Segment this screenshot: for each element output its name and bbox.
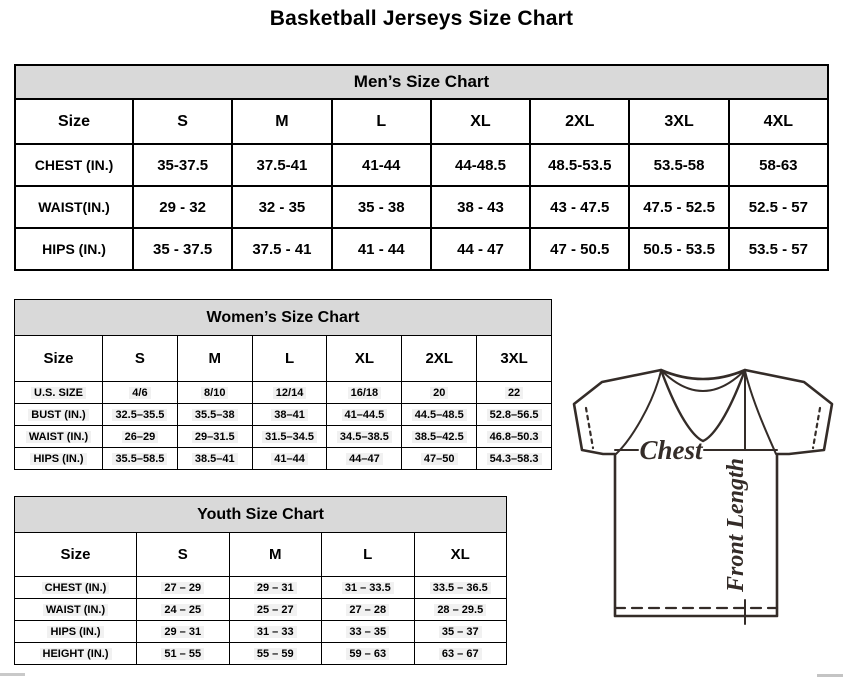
- cell: 35 - 37.5: [133, 228, 232, 270]
- cell: 53.5 - 57: [729, 228, 828, 270]
- cell: 55 – 59: [229, 643, 322, 665]
- cell: 38.5–41: [177, 448, 252, 470]
- cell: 63 – 67: [414, 643, 507, 665]
- cell: 29–31.5: [177, 426, 252, 448]
- cell: 8/10: [177, 382, 252, 404]
- cell: 29 – 31: [137, 621, 230, 643]
- chest-label: Chest: [639, 435, 703, 465]
- section-title: Women’s Size Chart: [15, 300, 552, 336]
- cell: 44-48.5: [431, 144, 530, 186]
- cell: 41 - 44: [332, 228, 431, 270]
- scrollbar-fragment-left: [0, 673, 25, 676]
- row-label: WAIST (IN.): [15, 426, 103, 448]
- row-label: CHEST (IN.): [15, 577, 137, 599]
- cell: 47 - 50.5: [530, 228, 629, 270]
- cell: 4/6: [103, 382, 178, 404]
- cell: 32.5–35.5: [103, 404, 178, 426]
- cell: 31 – 33.5: [322, 577, 415, 599]
- cell: 52.8–56.5: [477, 404, 552, 426]
- column-header: S: [133, 99, 232, 144]
- cell: 34.5–38.5: [327, 426, 402, 448]
- column-header: 3XL: [629, 99, 728, 144]
- cell: 22: [477, 382, 552, 404]
- cell: 52.5 - 57: [729, 186, 828, 228]
- cell: 27 – 29: [137, 577, 230, 599]
- cell: 47–50: [402, 448, 477, 470]
- table-row: [15, 228, 828, 270]
- cell: 44 - 47: [431, 228, 530, 270]
- cell: 44–47: [327, 448, 402, 470]
- column-header: XL: [327, 336, 402, 382]
- column-header: 4XL: [729, 99, 828, 144]
- row-label: WAIST (IN.): [15, 599, 137, 621]
- cell: 28 – 29.5: [414, 599, 507, 621]
- jersey-measurement-diagram: [556, 362, 842, 676]
- section-band-row: [15, 300, 552, 336]
- column-header: 2XL: [402, 336, 477, 382]
- cell: 37.5-41: [232, 144, 331, 186]
- cell: 51 – 55: [137, 643, 230, 665]
- row-label: CHEST (IN.): [15, 144, 133, 186]
- womens-size-table: [14, 299, 552, 470]
- cell: 38 - 43: [431, 186, 530, 228]
- section-title: Youth Size Chart: [15, 497, 507, 533]
- row-label: HEIGHT (IN.): [15, 643, 137, 665]
- cell: 32 - 35: [232, 186, 331, 228]
- cell: 37.5 - 41: [232, 228, 331, 270]
- cell: 35 – 37: [414, 621, 507, 643]
- scrollbar-fragment-right: [817, 674, 843, 677]
- cell: 46.8–50.3: [477, 426, 552, 448]
- table-row: [15, 144, 828, 186]
- column-header: Size: [15, 336, 103, 382]
- cell: 41–44.5: [327, 404, 402, 426]
- column-header: M: [229, 533, 322, 577]
- cell: 47.5 - 52.5: [629, 186, 728, 228]
- column-header: S: [137, 533, 230, 577]
- cell: 27 – 28: [322, 599, 415, 621]
- row-label: HIPS (IN.): [15, 448, 103, 470]
- cell: 43 - 47.5: [530, 186, 629, 228]
- cell: 29 - 32: [133, 186, 232, 228]
- youth-size-table: [14, 496, 507, 665]
- column-header: XL: [431, 99, 530, 144]
- cell: 54.3–58.3: [477, 448, 552, 470]
- row-label: HIPS (IN.): [15, 621, 137, 643]
- mens-size-table: [14, 64, 829, 271]
- cell: 25 – 27: [229, 599, 322, 621]
- section-band-row: [15, 497, 507, 533]
- cell: 58-63: [729, 144, 828, 186]
- table-row: [15, 382, 552, 404]
- cell: 35.5–38: [177, 404, 252, 426]
- cell: 50.5 - 53.5: [629, 228, 728, 270]
- cell: 59 – 63: [322, 643, 415, 665]
- column-header: 2XL: [530, 99, 629, 144]
- column-header: M: [232, 99, 331, 144]
- cell: 33 – 35: [322, 621, 415, 643]
- column-header: S: [103, 336, 178, 382]
- column-header-row: [15, 99, 828, 144]
- column-header: L: [322, 533, 415, 577]
- row-label: BUST (IN.): [15, 404, 103, 426]
- table-row: [15, 621, 507, 643]
- cell: 41-44: [332, 144, 431, 186]
- cell: 35 - 38: [332, 186, 431, 228]
- cell: 31.5–34.5: [252, 426, 327, 448]
- row-label: HIPS (IN.): [15, 228, 133, 270]
- cell: 20: [402, 382, 477, 404]
- jersey-outline-shape: [574, 370, 832, 616]
- section-title: Men’s Size Chart: [15, 65, 828, 99]
- cell: 48.5-53.5: [530, 144, 629, 186]
- row-label: U.S. SIZE: [15, 382, 103, 404]
- cell: 16/18: [327, 382, 402, 404]
- cell: 38–41: [252, 404, 327, 426]
- table-row: [15, 404, 552, 426]
- cell: 35-37.5: [133, 144, 232, 186]
- column-header: L: [252, 336, 327, 382]
- page-title: Basketball Jerseys Size Chart: [269, 7, 574, 30]
- column-header: XL: [414, 533, 507, 577]
- cell: 24 – 25: [137, 599, 230, 621]
- table-row: [15, 186, 828, 228]
- section-band-row: [15, 65, 828, 99]
- cell: 29 – 31: [229, 577, 322, 599]
- cell: 53.5-58: [629, 144, 728, 186]
- table-row: [15, 599, 507, 621]
- cell: 33.5 – 36.5: [414, 577, 507, 599]
- front-length-label: Front Length: [723, 457, 749, 593]
- table-row: [15, 448, 552, 470]
- row-label: WAIST(IN.): [15, 186, 133, 228]
- column-header: L: [332, 99, 431, 144]
- cell: 26–29: [103, 426, 178, 448]
- column-header: Size: [15, 99, 133, 144]
- column-header-row: [15, 336, 552, 382]
- cell: 35.5–58.5: [103, 448, 178, 470]
- column-header: M: [177, 336, 252, 382]
- table-row: [15, 577, 507, 599]
- cell: 44.5–48.5: [402, 404, 477, 426]
- cell: 12/14: [252, 382, 327, 404]
- table-row: [15, 643, 507, 665]
- column-header: Size: [15, 533, 137, 577]
- column-header-row: [15, 533, 507, 577]
- cell: 41–44: [252, 448, 327, 470]
- column-header: 3XL: [477, 336, 552, 382]
- cell: 31 – 33: [229, 621, 322, 643]
- table-row: [15, 426, 552, 448]
- cell: 38.5–42.5: [402, 426, 477, 448]
